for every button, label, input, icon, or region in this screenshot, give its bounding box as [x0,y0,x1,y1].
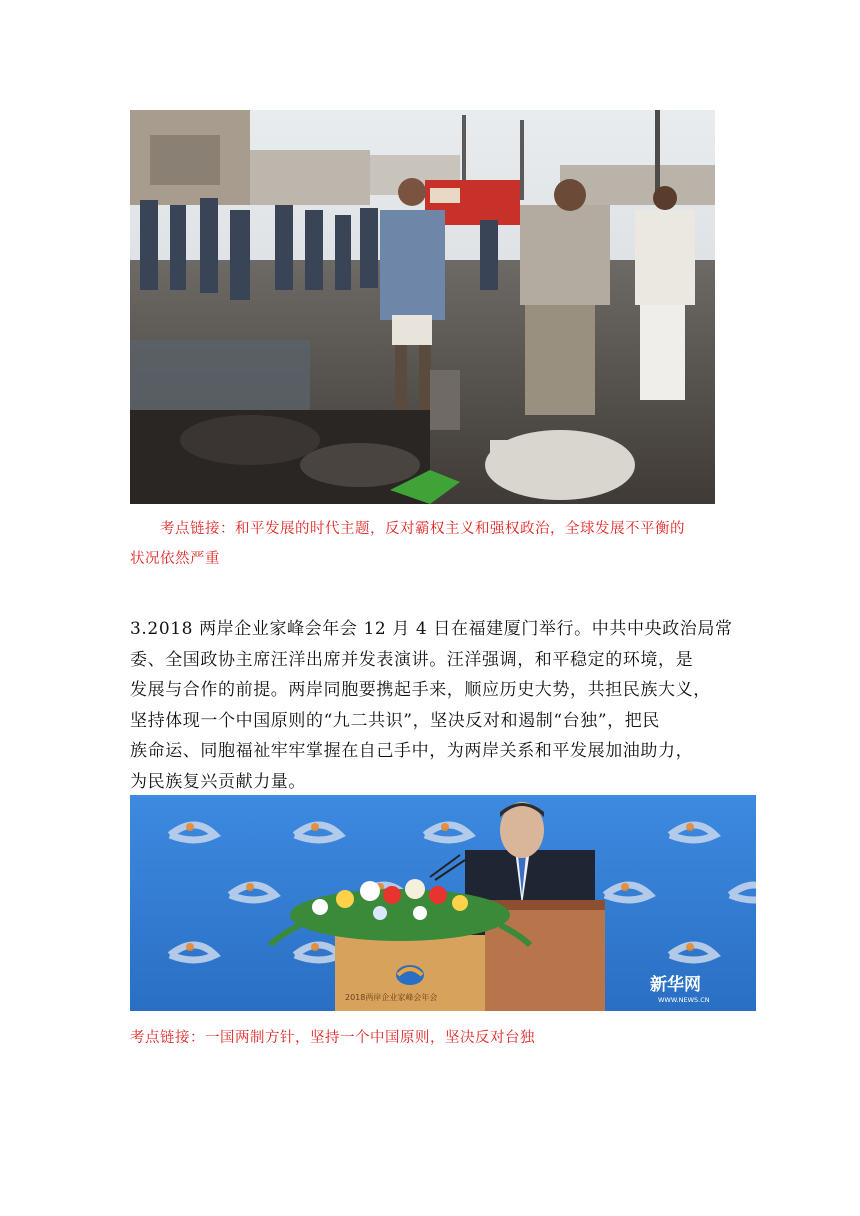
exam-point-note-1 [130,514,730,574]
paragraph-line: 3.2018 两岸企业家峰会年会 12 月 4 日在福建厦门举行。中共中央政治局常 [130,619,733,639]
exam-point-note-1-line-2: 状况依然严重 [130,551,220,567]
exam-point-note-1-line-1: 考点链接：和平发展的时代主题，反对霸权主义和强权政治，全球发展不平衡的 [160,521,685,537]
exam-point-note-2: 考点链接：一国两制方针，坚持一个中国原则，坚决反对台独 [130,1030,535,1046]
street-aftermath-photo [130,110,715,504]
paragraph-line: 发展与合作的前提。两岸同胞要携起手来，顺应历史大势，共担民族大义， [130,680,711,700]
podium-text: 2018两岸企业家峰会年会 [345,993,438,1002]
photo-street-aftermath-icon [130,110,715,504]
paragraph-line: 为民族复兴贡献力量。 [130,771,306,792]
paragraph-line: 委、全国政协主席汪洋出席并发表演讲。汪洋强调，和平稳定的环境，是 [130,649,694,670]
question-3-paragraph [130,614,733,797]
summit-speech-photo [130,795,756,1011]
watermark-xinhua: 新华网 [650,975,701,995]
watermark-url: WWW.NEWS.CN [658,996,710,1004]
photo-speaker-podium-icon [130,795,756,1011]
paragraph-line: 族命运、同胞福祉牢牢掌握在自己手中，为两岸关系和平发展加油助力， [130,741,694,761]
paragraph-line: 坚持体现一个中国原则的“九二共识”，坚决反对和遏制“台独”，把民 [130,710,660,731]
